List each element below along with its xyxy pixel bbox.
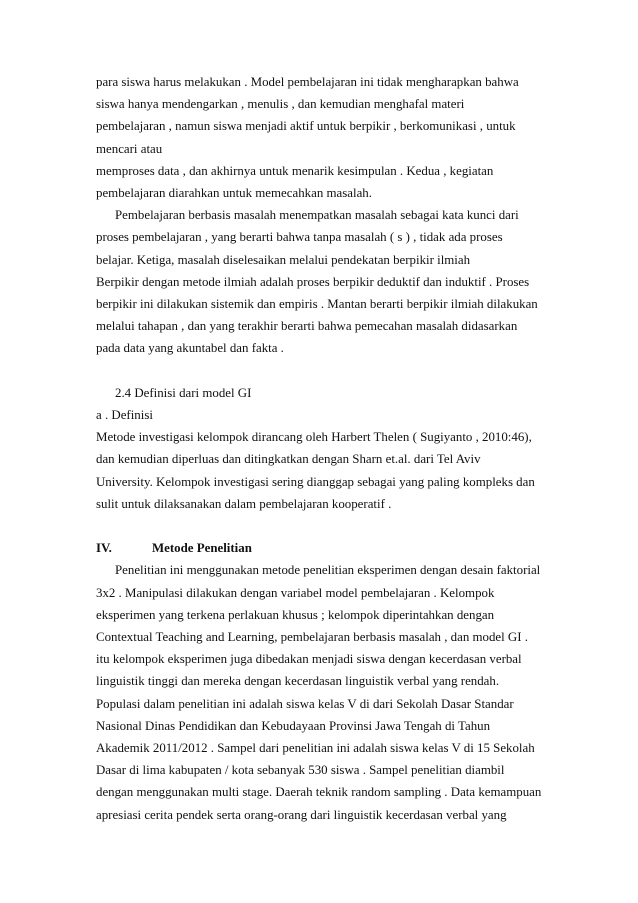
text-line: para siswa harus melakukan . Model pembelajaran ini tidak mengharapkan bahwa	[96, 75, 519, 89]
section-number: IV.	[96, 541, 112, 556]
text-line: Metode investigasi kelompok dirancang oleh Harbert Thelen ( Sugiyanto , 2010:46),	[96, 430, 532, 445]
spacer	[96, 360, 578, 382]
text-line: pembelajaran diarahkan untuk memecahkan masalah.	[96, 186, 372, 201]
text-line: pada data yang akuntabel dan fakta .	[96, 341, 284, 356]
text-line: mencari atau	[96, 141, 163, 156]
text-line: Populasi dalam penelitian ini adalah siswa kelas V di dari Sekolah Dasar Standar	[96, 696, 514, 711]
text-line: dengan menggunakan multi stage. Daerah teknik random sampling . Data kemampuan	[96, 785, 542, 800]
text-line: Penelitian ini menggunakan metode penelitian eksperimen dengan desain faktorial	[115, 563, 541, 578]
section-subtitle: a . Definisi	[96, 408, 153, 423]
spacer	[96, 515, 578, 537]
section-4	[96, 537, 578, 826]
text-line: 3x2 . Manipulasi dilakukan dengan variabel model pembelajaran . Kelompok	[96, 585, 495, 600]
text-line: pembelajaran , namun siswa menjadi aktif untuk berpikir , berkomunikasi , untuk	[96, 119, 516, 134]
text-line: University. Kelompok investigasi sering dianggap sebagai yang paling kompleks dan	[96, 474, 535, 489]
text-line: berpikir ini dilakukan sistemik dan empiris . Mantan berarti berpikir ilmiah dilakukan	[96, 297, 538, 312]
section-2-4	[96, 382, 578, 515]
text-line: siswa hanya mendengarkan , menulis , dan kemudian menghafal materi	[96, 97, 465, 112]
text-line: Nasional Dinas Pendidikan dan Kebudayaan Provinsi Jawa Tengah di Tahun	[96, 718, 491, 733]
text-line: itu kelompok eksperimen juga dibedakan menjadi siswa dengan kecerdasan verbal	[96, 652, 522, 667]
text-line: melalui tahapan , dan yang terakhir berarti bahwa pemecahan masalah didasarkan	[96, 319, 518, 334]
paragraph-block-1	[96, 71, 578, 204]
text-line: linguistik tinggi dan mereka dengan kecerdasan linguistik verbal yang rendah.	[96, 674, 500, 689]
text-line: Pembelajaran berbasis masalah menempatkan masalah sebagai kata kunci dari	[115, 208, 519, 223]
text-line: apresiasi cerita pendek serta orang-orang dari linguistik kecerdasan verbal yang	[96, 807, 507, 822]
section-heading	[96, 537, 578, 559]
text-line: Dasar di lima kabupaten / kota sebanyak 530 siswa . Sampel penelitian diambil	[96, 763, 505, 778]
text-line: Contextual Teaching and Learning, pembelajaran berbasis masalah , dan model GI .	[96, 630, 528, 645]
section-title: 2.4 Definisi dari model GI	[115, 385, 252, 400]
text-line: Akademik 2011/2012 . Sampel dari penelitian ini adalah siswa kelas V di 15 Sekolah	[96, 741, 535, 756]
text-line: memproses data , dan akhirnya untuk menarik kesimpulan . Kedua , kegiatan	[96, 163, 494, 178]
text-line: dan kemudian diperluas dan ditingkatkan dengan Sharn et.al. dari Tel Aviv	[96, 452, 481, 467]
text-line: proses pembelajaran , yang berarti bahwa tanpa masalah ( s ) , tidak ada proses	[96, 230, 503, 245]
text-line: belajar. Ketiga, masalah diselesaikan melalui pendekatan berpikir ilmiah	[96, 252, 471, 267]
section-title: Metode Penelitian	[152, 541, 252, 556]
text-line: Berpikir dengan metode ilmiah adalah proses berpikir deduktif dan induktif . Proses	[96, 274, 530, 289]
text-line: eksperimen yang terkena perlakuan khusus ; kelompok diperintahkan dengan	[96, 607, 495, 622]
text-line: sulit untuk dilaksanakan dalam pembelajaran kooperatif .	[96, 496, 392, 511]
paragraph-block-2	[96, 204, 578, 359]
